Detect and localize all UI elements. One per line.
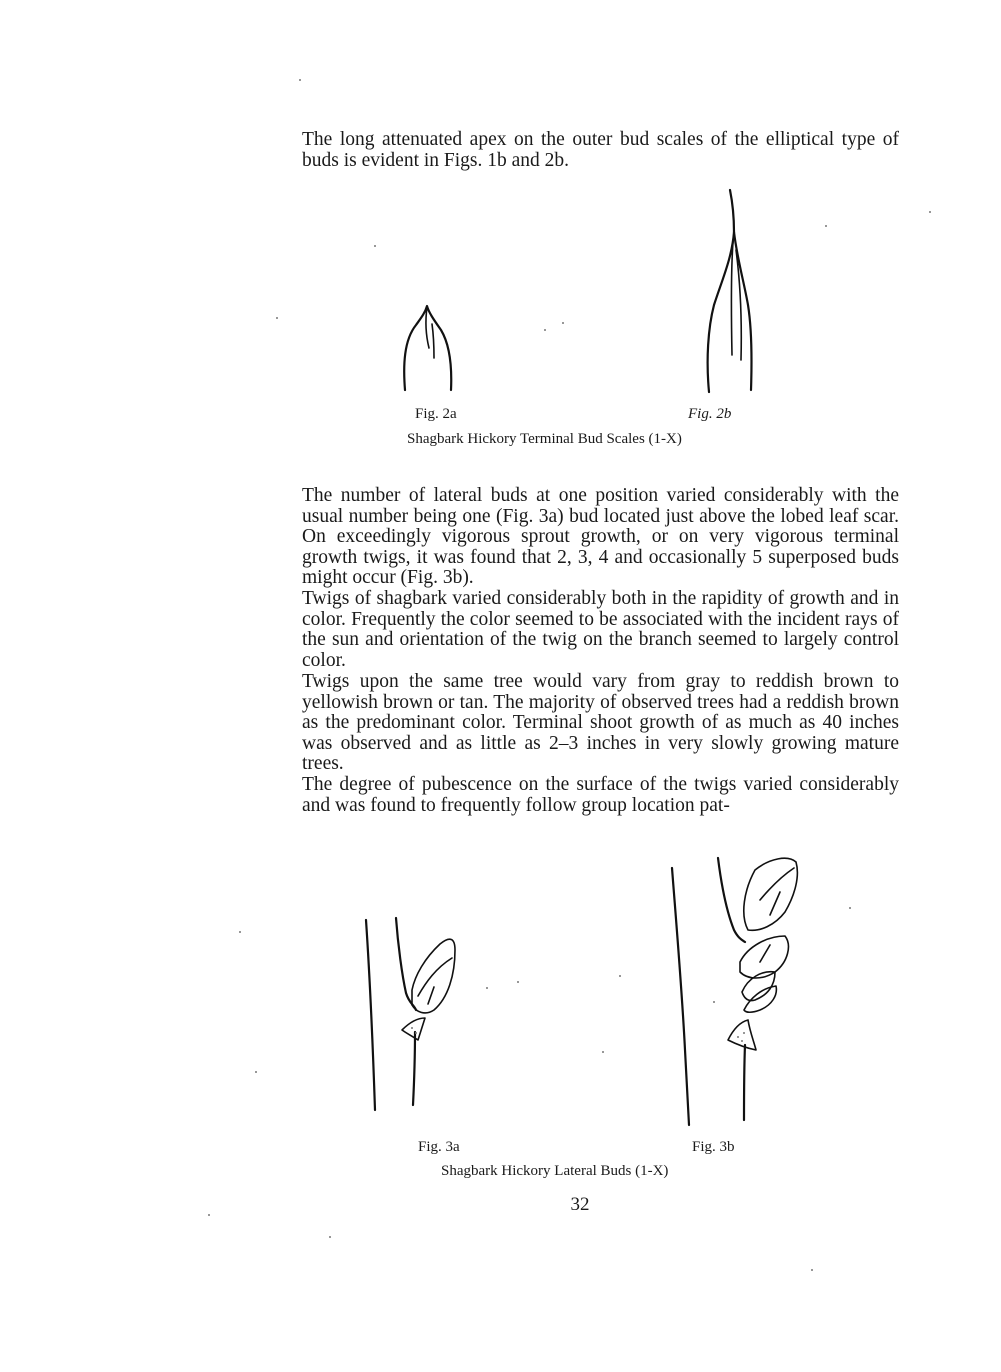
fig-3-caption: Shagbark Hickory Lateral Buds (1-X) xyxy=(441,1163,669,1179)
fig-3a-label: Fig. 3a xyxy=(418,1139,460,1155)
fig-2b-label: Fig. 2b xyxy=(688,406,732,422)
body-paragraph: Twigs of shagbark varied considerably both in the rapidity of growth and in color. Frequently the color seemed to be associated with the incident rays of the sun and orientation of the twig on the branch seemed to largely control color. xyxy=(302,588,899,671)
body-paragraph: The number of lateral buds at one position varied considerably with the usual number being one (Fig. 3a) bud located just above the lobed leaf scar. On exceedingly vigorous sprout growth, or on very vigorous terminal growth twigs, it was found that 2, 3, 4 and occasionally 5 superposed buds might occur (Fig. 3b). xyxy=(302,485,899,589)
body-paragraph: Twigs upon the same tree would vary from gray to reddish brown to yellowish brown or tan. The majority of observed trees had a reddish brown as the predominant color. Terminal shoot growth of as much as 40 inches was observed and as little as 2–3 inches in very slowly growing mature trees. xyxy=(302,671,899,775)
fig-2a-label: Fig. 2a xyxy=(415,406,457,422)
intro-paragraph: The long attenuated apex on the outer bud scales of the elliptical type of buds is evident in Figs. 1b and 2b. xyxy=(302,129,899,171)
fig-3b-label: Fig. 3b xyxy=(692,1139,735,1155)
body-paragraph: The degree of pubescence on the surface of the twigs varied considerably and was found to frequently follow group location pat- xyxy=(302,774,899,816)
fig-3a-lateral-bud-drawing xyxy=(366,918,455,1110)
fig-3b-lateral-buds-drawing xyxy=(672,858,797,1125)
fig-2-caption: Shagbark Hickory Terminal Bud Scales (1-X) xyxy=(407,431,682,447)
page-number: 32 xyxy=(570,1194,590,1215)
